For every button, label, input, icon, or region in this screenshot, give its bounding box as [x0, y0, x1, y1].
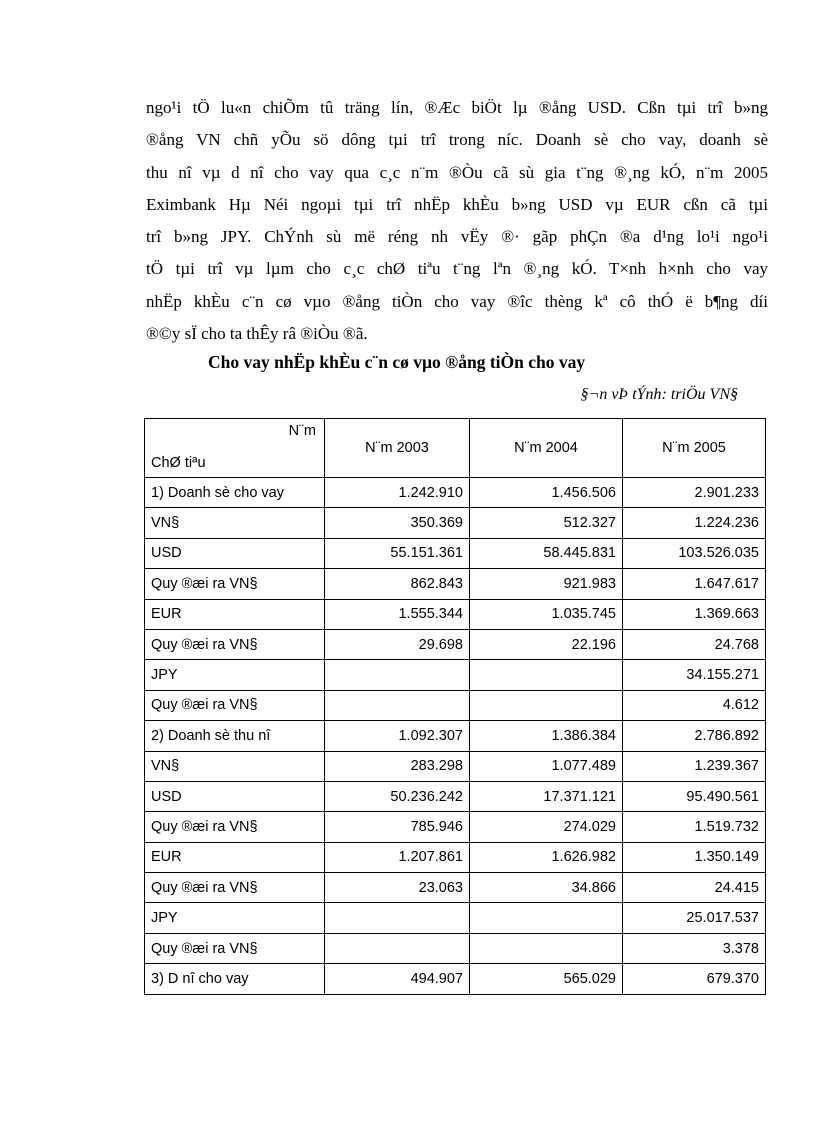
value-2004-cell — [470, 660, 623, 690]
row-label-cell: 1) Doanh sè cho vay — [145, 478, 325, 508]
row-label-cell: JPY — [145, 660, 325, 690]
table-header-row — [145, 419, 766, 478]
value-2004-cell: 22.196 — [470, 629, 623, 659]
table-row — [145, 842, 766, 872]
value-2003-cell: 785.946 — [325, 812, 470, 842]
value-2005-cell: 24.415 — [623, 873, 766, 903]
row-label-cell: Quy ®æi ra VN§ — [145, 629, 325, 659]
table-row — [145, 478, 766, 508]
table-row — [145, 812, 766, 842]
row-label-cell: VN§ — [145, 751, 325, 781]
value-2005-cell: 1.519.732 — [623, 812, 766, 842]
value-2003-cell: 862.843 — [325, 569, 470, 599]
paragraph-line: trî b»ng JPY. ChÝnh sù më réng nh vËy ®· gãp phÇn ®a d¹ng lo¹i ngo¹i — [146, 227, 768, 247]
value-2003-cell: 1.207.861 — [325, 842, 470, 872]
paragraph-line: ®©y sÏ cho ta thÊy râ ®iÒu ®ã. — [146, 324, 368, 344]
row-label-cell: Quy ®æi ra VN§ — [145, 690, 325, 720]
table-title: Cho vay nhËp khÈu c¨n cø vµo ®ång tiÒn cho vay — [208, 352, 586, 372]
table-unit-note: §¬n vÞ tÝnh: triÖu VN§ — [580, 386, 738, 403]
row-label-cell: USD — [145, 538, 325, 568]
year-header-2005: N¨m 2005 — [623, 419, 766, 478]
value-2003-cell: 1.092.307 — [325, 721, 470, 751]
value-2003-cell: 1.242.910 — [325, 478, 470, 508]
table-row — [145, 903, 766, 933]
row-label-cell: Quy ®æi ra VN§ — [145, 812, 325, 842]
body-paragraph — [146, 92, 768, 350]
table-row — [145, 629, 766, 659]
value-2005-cell: 679.370 — [623, 964, 766, 994]
table-row — [145, 781, 766, 811]
value-2003-cell — [325, 660, 470, 690]
value-2005-cell: 4.612 — [623, 690, 766, 720]
row-label-cell: Quy ®æi ra VN§ — [145, 873, 325, 903]
row-label-cell: Quy ®æi ra VN§ — [145, 569, 325, 599]
table-row — [145, 964, 766, 994]
table-row — [145, 873, 766, 903]
table-row — [145, 599, 766, 629]
value-2004-cell: 1.626.982 — [470, 842, 623, 872]
value-2005-cell: 95.490.561 — [623, 781, 766, 811]
loan-table — [144, 418, 766, 995]
value-2005-cell: 1.224.236 — [623, 508, 766, 538]
row-label-cell: EUR — [145, 842, 325, 872]
corner-year-label: N¨m — [288, 423, 316, 439]
table-row — [145, 538, 766, 568]
value-2005-cell: 34.155.271 — [623, 660, 766, 690]
table-row — [145, 660, 766, 690]
paragraph-line: tÖ tµi trî vµ lµm cho c¸c chØ tiªu t¨ng lªn ®¸ng kÓ. T×nh h×nh cho vay — [146, 259, 768, 279]
value-2004-cell: 921.983 — [470, 569, 623, 599]
table-row — [145, 721, 766, 751]
value-2004-cell: 1.456.506 — [470, 478, 623, 508]
table-row — [145, 508, 766, 538]
table-row — [145, 933, 766, 963]
value-2003-cell: 1.555.344 — [325, 599, 470, 629]
value-2003-cell: 55.151.361 — [325, 538, 470, 568]
table-row — [145, 569, 766, 599]
value-2003-cell: 29.698 — [325, 629, 470, 659]
paragraph-line: nhËp khÈu c¨n cø vµo ®ång tiÒn cho vay ®îc thèng kª cô thÓ ë b¶ng díi — [146, 291, 768, 311]
value-2005-cell: 25.017.537 — [623, 903, 766, 933]
value-2004-cell: 1.386.384 — [470, 721, 623, 751]
value-2005-cell: 2.786.892 — [623, 721, 766, 751]
table-row — [145, 751, 766, 781]
value-2005-cell: 1.239.367 — [623, 751, 766, 781]
value-2003-cell — [325, 690, 470, 720]
row-label-cell: USD — [145, 781, 325, 811]
year-header-2003: N¨m 2003 — [325, 419, 470, 478]
row-label-cell: VN§ — [145, 508, 325, 538]
value-2004-cell: 17.371.121 — [470, 781, 623, 811]
value-2005-cell: 103.526.035 — [623, 538, 766, 568]
table-row — [145, 690, 766, 720]
value-2003-cell — [325, 903, 470, 933]
year-header-2004: N¨m 2004 — [470, 419, 623, 478]
value-2004-cell: 274.029 — [470, 812, 623, 842]
value-2004-cell — [470, 690, 623, 720]
value-2005-cell: 1.350.149 — [623, 842, 766, 872]
value-2004-cell — [470, 933, 623, 963]
value-2003-cell — [325, 933, 470, 963]
value-2004-cell — [470, 903, 623, 933]
row-label-cell: 3) D nî cho vay — [145, 964, 325, 994]
row-label-cell: 2) Doanh sè thu nî — [145, 721, 325, 751]
value-2005-cell: 2.901.233 — [623, 478, 766, 508]
value-2005-cell: 1.647.617 — [623, 569, 766, 599]
value-2003-cell: 494.907 — [325, 964, 470, 994]
value-2004-cell: 34.866 — [470, 873, 623, 903]
paragraph-line: thu nî vµ d nî cho vay qua c¸c n¨m ®Òu cã sù gia t¨ng ®¸ng kÓ, n¨m 2005 — [146, 162, 768, 182]
row-label-cell: EUR — [145, 599, 325, 629]
value-2004-cell: 1.035.745 — [470, 599, 623, 629]
value-2003-cell: 50.236.242 — [325, 781, 470, 811]
value-2005-cell: 1.369.663 — [623, 599, 766, 629]
corner-indicator-label: ChØ tiªu — [151, 455, 206, 471]
value-2003-cell: 350.369 — [325, 508, 470, 538]
paragraph-line: ®ång VN chñ yÕu sö dông tµi trî trong níc. Doanh sè cho vay, doanh sè — [146, 130, 768, 150]
value-2004-cell: 58.445.831 — [470, 538, 623, 568]
value-2004-cell: 512.327 — [470, 508, 623, 538]
paragraph-line: Eximbank Hµ Néi ngoµi tµi trî nhËp khÈu b»ng USD vµ EUR cßn cã tµi — [146, 194, 768, 214]
row-label-cell: JPY — [145, 903, 325, 933]
row-label-cell: Quy ®æi ra VN§ — [145, 933, 325, 963]
value-2005-cell: 24.768 — [623, 629, 766, 659]
value-2003-cell: 23.063 — [325, 873, 470, 903]
value-2005-cell: 3.378 — [623, 933, 766, 963]
paragraph-line: ngo¹i tÖ lu«n chiÕm tû träng lín, ®Æc biÖt lµ ®ång USD. Cßn tµi trî b»ng — [146, 98, 768, 117]
value-2004-cell: 565.029 — [470, 964, 623, 994]
value-2004-cell: 1.077.489 — [470, 751, 623, 781]
value-2003-cell: 283.298 — [325, 751, 470, 781]
corner-header-cell — [145, 419, 325, 478]
